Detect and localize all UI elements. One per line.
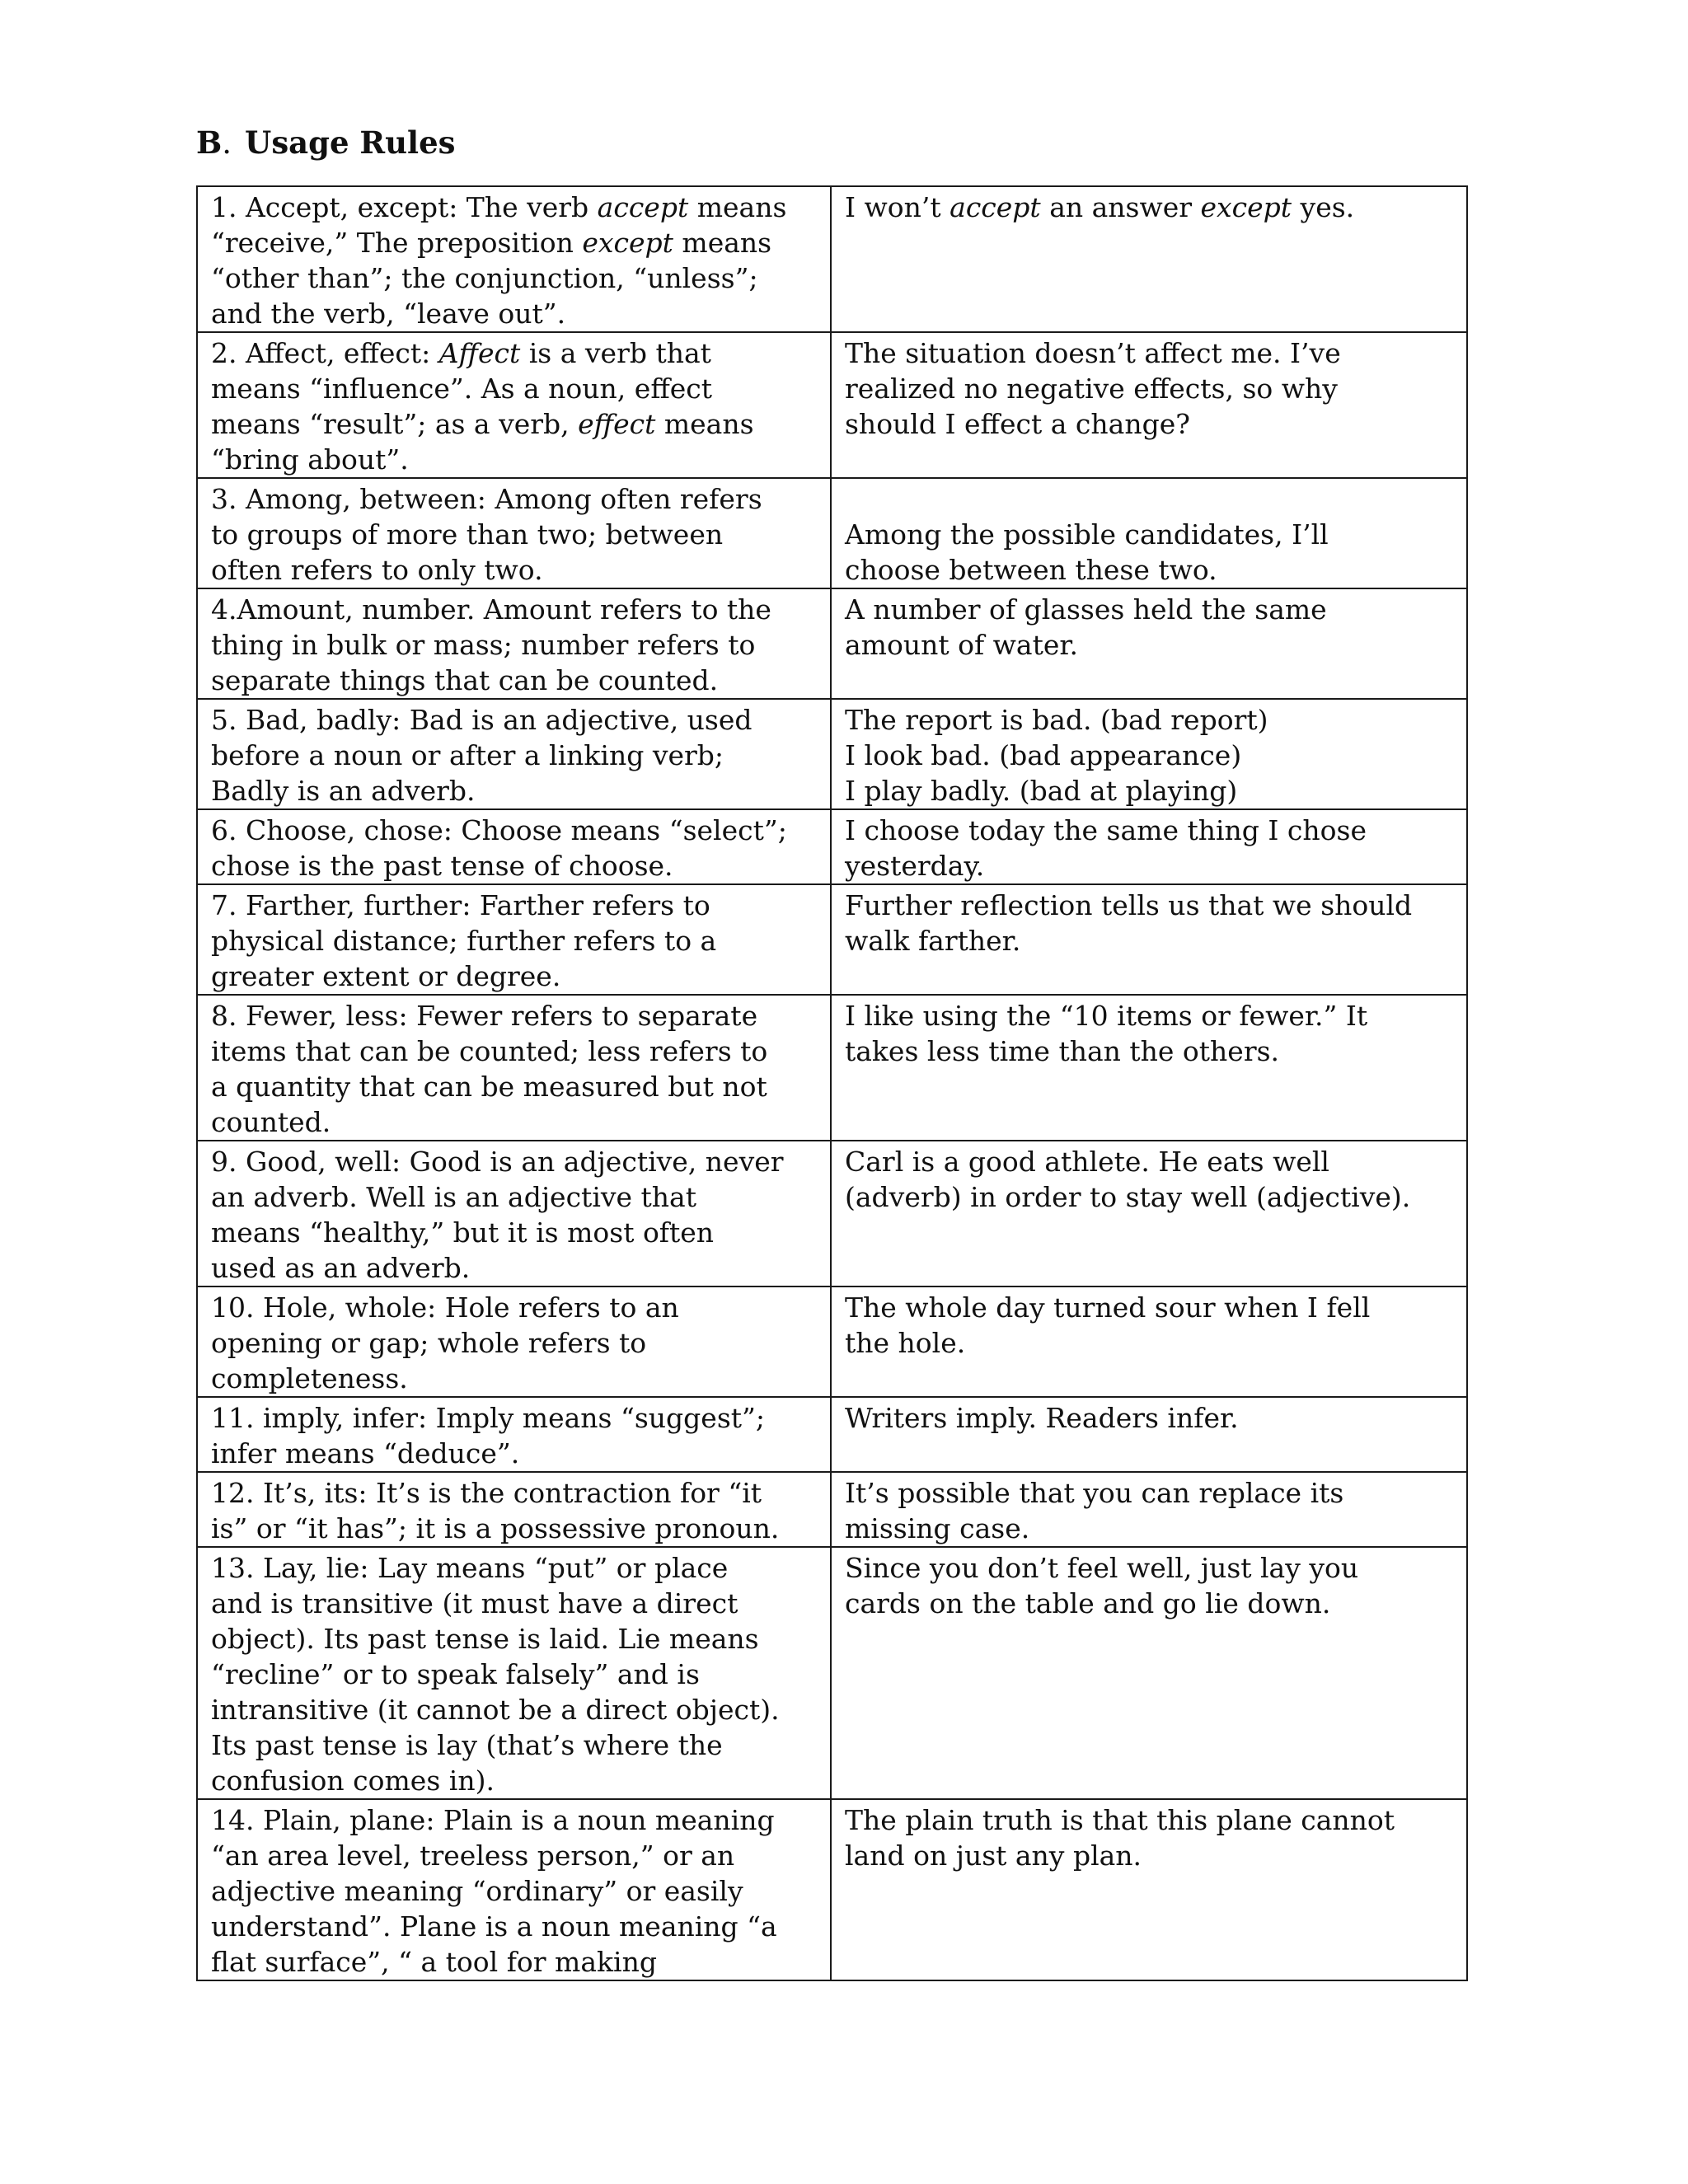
example-text-line bbox=[845, 1400, 1455, 1436]
section-letter-dot: . bbox=[222, 125, 232, 161]
example-text-line bbox=[845, 923, 1455, 958]
rule-text-line bbox=[211, 998, 818, 1033]
rule-text-line bbox=[211, 888, 818, 923]
rule-text-line bbox=[211, 1909, 818, 1944]
text-segment: thing in bulk or mass; number refers to bbox=[211, 629, 756, 661]
rule-text-line bbox=[211, 1290, 818, 1325]
text-segment: Carl is a good athlete. He eats well bbox=[845, 1146, 1329, 1178]
example-text-line bbox=[845, 1802, 1455, 1838]
text-segment: 1. Accept, except: The verb bbox=[211, 191, 598, 223]
text-segment: Since you don’t feel well, just lay you bbox=[845, 1552, 1359, 1584]
text-segment: The situation doesn’t affect me. I’ve bbox=[845, 337, 1341, 369]
rule-text-line bbox=[211, 1436, 818, 1471]
text-segment: missing case. bbox=[845, 1512, 1030, 1544]
text-segment: “other than”; the conjunction, “unless”; bbox=[211, 262, 758, 294]
rule-cell bbox=[197, 699, 831, 809]
text-segment: 3. Among, between: Among often refers bbox=[211, 483, 762, 515]
rule-text-line bbox=[211, 592, 818, 627]
text-segment: amount of water. bbox=[845, 629, 1079, 661]
example-text-line bbox=[845, 1290, 1455, 1325]
italic-term: except bbox=[1200, 191, 1292, 223]
example-cell bbox=[831, 809, 1467, 884]
text-segment: “receive,” The preposition bbox=[211, 227, 583, 259]
rule-cell bbox=[197, 1286, 831, 1397]
text-segment: items that can be counted; less refers to bbox=[211, 1035, 768, 1067]
text-segment: means bbox=[655, 408, 754, 440]
text-segment: I like using the “10 items or fewer.” It bbox=[845, 1000, 1368, 1032]
rule-text-line bbox=[211, 1144, 818, 1179]
rule-text-line bbox=[211, 1179, 818, 1215]
example-cell bbox=[831, 1141, 1467, 1286]
italic-term: Affect bbox=[438, 337, 521, 369]
rule-text-line bbox=[211, 1586, 818, 1621]
text-segment: 7. Farther, further: Farther refers to bbox=[211, 889, 710, 921]
text-segment: an adverb. Well is an adjective that bbox=[211, 1181, 696, 1213]
text-segment: 9. Good, well: Good is an adjective, never bbox=[211, 1146, 784, 1178]
text-segment: 6. Choose, chose: Choose means “select”; bbox=[211, 814, 787, 846]
text-segment: 11. imply, infer: Imply means “suggest”; bbox=[211, 1402, 766, 1434]
text-segment: and is transitive (it must have a direct bbox=[211, 1587, 738, 1619]
table-row bbox=[197, 478, 1467, 588]
text-segment: Its past tense is lay (that’s where the bbox=[211, 1729, 723, 1761]
italic-term: accept bbox=[950, 191, 1041, 223]
example-cell bbox=[831, 332, 1467, 478]
text-segment: greater extent or degree. bbox=[211, 960, 561, 992]
example-text-line bbox=[845, 1325, 1455, 1361]
text-segment: I play badly. (bad at playing) bbox=[845, 775, 1238, 807]
text-segment: separate things that can be counted. bbox=[211, 664, 719, 696]
rule-text-line bbox=[211, 190, 818, 225]
example-cell bbox=[831, 186, 1467, 332]
rule-cell bbox=[197, 1547, 831, 1799]
rule-text-line bbox=[211, 481, 818, 517]
text-segment: means “result”; as a verb, bbox=[211, 408, 579, 440]
example-text-line bbox=[845, 517, 1455, 552]
text-segment: means “influence”. As a noun, effect bbox=[211, 373, 713, 405]
rule-text-line bbox=[211, 848, 818, 883]
text-segment: The plain truth is that this plane cannot bbox=[845, 1804, 1395, 1836]
text-segment: understand”. Plane is a noun meaning “a bbox=[211, 1910, 777, 1943]
table-row bbox=[197, 699, 1467, 809]
rule-text-line bbox=[211, 923, 818, 958]
table-row bbox=[197, 1286, 1467, 1397]
rule-text-line bbox=[211, 627, 818, 663]
text-segment: intransitive (it cannot be a direct object). bbox=[211, 1694, 780, 1726]
example-text-line bbox=[845, 1511, 1455, 1546]
text-segment: 8. Fewer, less: Fewer refers to separate bbox=[211, 1000, 758, 1032]
example-text-line bbox=[845, 1144, 1455, 1179]
text-segment: 13. Lay, lie: Lay means “put” or place bbox=[211, 1552, 729, 1584]
example-text-line bbox=[845, 371, 1455, 406]
example-text-line bbox=[845, 552, 1455, 588]
rule-cell bbox=[197, 884, 831, 995]
rule-cell bbox=[197, 588, 831, 699]
text-segment: 4.Amount, number. Amount refers to the bbox=[211, 593, 771, 626]
rule-text-line bbox=[211, 371, 818, 406]
rule-text-line bbox=[211, 958, 818, 994]
text-segment: object). Its past tense is laid. Lie means bbox=[211, 1623, 759, 1655]
rule-text-line bbox=[211, 773, 818, 808]
text-segment: “bring about”. bbox=[211, 443, 409, 476]
text-segment: It’s possible that you can replace its bbox=[845, 1477, 1344, 1509]
text-segment: I look bad. (bad appearance) bbox=[845, 739, 1242, 771]
text-segment: before a noun or after a linking verb; bbox=[211, 739, 724, 771]
rule-text-line bbox=[211, 1873, 818, 1909]
text-segment: the hole. bbox=[845, 1327, 966, 1359]
rule-cell bbox=[197, 186, 831, 332]
table-row bbox=[197, 1799, 1467, 1980]
rule-text-line bbox=[211, 1033, 818, 1069]
table-row bbox=[197, 1547, 1467, 1799]
rule-text-line bbox=[211, 1944, 818, 1980]
text-segment: A number of glasses held the same bbox=[845, 593, 1327, 626]
example-text-line bbox=[845, 998, 1455, 1033]
text-segment: physical distance; further refers to a bbox=[211, 925, 717, 957]
text-segment: Among the possible candidates, I’ll bbox=[845, 518, 1329, 551]
text-segment: realized no negative effects, so why bbox=[845, 373, 1338, 405]
rule-text-line bbox=[211, 1621, 818, 1657]
text-segment: flat surface”, “ a tool for making bbox=[211, 1946, 657, 1978]
example-text-line bbox=[845, 702, 1455, 738]
example-cell bbox=[831, 884, 1467, 995]
rule-text-line bbox=[211, 1475, 818, 1511]
text-segment: cards on the table and go lie down. bbox=[845, 1587, 1331, 1619]
rule-text-line bbox=[211, 1325, 818, 1361]
example-text-line bbox=[845, 335, 1455, 371]
rule-text-line bbox=[211, 1511, 818, 1546]
example-text-line bbox=[845, 190, 1455, 225]
table-row bbox=[197, 588, 1467, 699]
rule-cell bbox=[197, 995, 831, 1141]
rule-text-line bbox=[211, 442, 818, 477]
example-text-line bbox=[845, 848, 1455, 883]
rule-text-line bbox=[211, 1250, 818, 1286]
rule-text-line bbox=[211, 552, 818, 588]
text-segment: means “healthy,” but it is most often bbox=[211, 1216, 715, 1249]
table-row bbox=[197, 809, 1467, 884]
text-segment: is a verb that bbox=[520, 337, 711, 369]
text-segment: The whole day turned sour when I fell bbox=[845, 1291, 1371, 1324]
italic-term: except bbox=[582, 227, 673, 259]
text-segment: to groups of more than two; between bbox=[211, 518, 724, 551]
rule-cell bbox=[197, 332, 831, 478]
rule-text-line bbox=[211, 813, 818, 848]
rule-text-line bbox=[211, 1215, 818, 1250]
example-text-line bbox=[845, 406, 1455, 442]
section-letter: B bbox=[196, 124, 223, 161]
example-text-line bbox=[845, 1550, 1455, 1586]
blank-line bbox=[845, 481, 1455, 517]
text-segment: takes less time than the others. bbox=[845, 1035, 1280, 1067]
text-segment: is” or “it has”; it is a possessive pronoun. bbox=[211, 1512, 780, 1544]
rule-text-line bbox=[211, 1400, 818, 1436]
text-segment: often refers to only two. bbox=[211, 554, 543, 586]
rule-text-line bbox=[211, 1692, 818, 1727]
example-cell bbox=[831, 1547, 1467, 1799]
text-segment: means bbox=[673, 227, 772, 259]
text-segment: “an area level, treeless person,” or an bbox=[211, 1840, 735, 1872]
example-text-line bbox=[845, 813, 1455, 848]
rule-text-line bbox=[211, 663, 818, 698]
text-segment: I choose today the same thing I chose bbox=[845, 814, 1367, 846]
rule-text-line bbox=[211, 1550, 818, 1586]
rule-cell bbox=[197, 1472, 831, 1547]
rule-text-line bbox=[211, 1763, 818, 1798]
example-text-line bbox=[845, 1179, 1455, 1215]
text-segment: 5. Bad, badly: Bad is an adjective, used bbox=[211, 704, 753, 736]
example-text-line bbox=[845, 773, 1455, 808]
text-segment: land on just any plan. bbox=[845, 1840, 1142, 1872]
rule-text-line bbox=[211, 260, 818, 296]
text-segment: Further reflection tells us that we should bbox=[845, 889, 1413, 921]
text-segment: 14. Plain, plane: Plain is a noun meaning bbox=[211, 1804, 775, 1836]
section-title: Usage Rules bbox=[245, 124, 456, 161]
text-segment: 12. It’s, its: It’s is the contraction for “it bbox=[211, 1477, 762, 1509]
text-segment: should I effect a change? bbox=[845, 408, 1190, 440]
rule-text-line bbox=[211, 1802, 818, 1838]
example-cell bbox=[831, 699, 1467, 809]
rule-text-line bbox=[211, 1361, 818, 1396]
text-segment: confusion comes in). bbox=[211, 1765, 495, 1797]
example-text-line bbox=[845, 1475, 1455, 1511]
rule-text-line bbox=[211, 1104, 818, 1140]
text-segment: infer means “deduce”. bbox=[211, 1437, 520, 1469]
usage-rules-table bbox=[196, 185, 1468, 1981]
example-cell bbox=[831, 588, 1467, 699]
italic-term: effect bbox=[578, 408, 656, 440]
rule-text-line bbox=[211, 1727, 818, 1763]
text-segment: (adverb) in order to stay well (adjective). bbox=[845, 1181, 1411, 1213]
table-row bbox=[197, 995, 1467, 1141]
text-segment: adjective meaning “ordinary” or easily bbox=[211, 1875, 743, 1907]
example-text-line bbox=[845, 1586, 1455, 1621]
text-segment: 10. Hole, whole: Hole refers to an bbox=[211, 1291, 679, 1324]
text-segment: chose is the past tense of choose. bbox=[211, 850, 673, 882]
text-segment: I won’t bbox=[845, 191, 950, 223]
example-cell bbox=[831, 1472, 1467, 1547]
text-segment: yesterday. bbox=[845, 850, 985, 882]
text-segment: used as an adverb. bbox=[211, 1252, 471, 1284]
rule-text-line bbox=[211, 738, 818, 773]
example-text-line bbox=[845, 738, 1455, 773]
usage-rules-table-body bbox=[197, 186, 1467, 1980]
example-text-line bbox=[845, 1838, 1455, 1873]
section-heading bbox=[196, 124, 456, 162]
text-segment: choose between these two. bbox=[845, 554, 1217, 586]
text-segment: 2. Affect, effect: bbox=[211, 337, 439, 369]
rule-cell bbox=[197, 1141, 831, 1286]
example-cell bbox=[831, 1799, 1467, 1980]
text-segment: The report is bad. (bad report) bbox=[845, 704, 1268, 736]
table-row bbox=[197, 884, 1467, 995]
text-segment: completeness. bbox=[211, 1362, 408, 1394]
rule-cell bbox=[197, 478, 831, 588]
rule-cell bbox=[197, 1799, 831, 1980]
text-segment: yes. bbox=[1292, 191, 1355, 223]
rule-text-line bbox=[211, 517, 818, 552]
rule-text-line bbox=[211, 1838, 818, 1873]
table-row bbox=[197, 1141, 1467, 1286]
rule-cell bbox=[197, 809, 831, 884]
rule-text-line bbox=[211, 1657, 818, 1692]
rule-text-line bbox=[211, 225, 818, 260]
rule-text-line bbox=[211, 406, 818, 442]
table-row bbox=[197, 186, 1467, 332]
text-segment: and the verb, “leave out”. bbox=[211, 298, 566, 330]
example-cell bbox=[831, 478, 1467, 588]
table-row bbox=[197, 1472, 1467, 1547]
example-text-line bbox=[845, 627, 1455, 663]
text-segment: walk farther. bbox=[845, 925, 1021, 957]
example-cell bbox=[831, 1397, 1467, 1472]
rule-text-line bbox=[211, 296, 818, 331]
text-segment: Badly is an adverb. bbox=[211, 775, 476, 807]
example-text-line bbox=[845, 592, 1455, 627]
example-cell bbox=[831, 1286, 1467, 1397]
example-text-line bbox=[845, 1033, 1455, 1069]
text-segment: means bbox=[688, 191, 787, 223]
rule-text-line bbox=[211, 1069, 818, 1104]
text-segment: Writers imply. Readers infer. bbox=[845, 1402, 1239, 1434]
text-segment: counted. bbox=[211, 1106, 331, 1138]
italic-term: accept bbox=[597, 191, 689, 223]
table-row bbox=[197, 1397, 1467, 1472]
rule-text-line bbox=[211, 702, 818, 738]
example-cell bbox=[831, 995, 1467, 1141]
table-row bbox=[197, 332, 1467, 478]
rule-text-line bbox=[211, 335, 818, 371]
text-segment: opening or gap; whole refers to bbox=[211, 1327, 647, 1359]
rule-cell bbox=[197, 1397, 831, 1472]
example-text-line bbox=[845, 888, 1455, 923]
text-segment: an answer bbox=[1040, 191, 1201, 223]
text-segment: a quantity that can be measured but not bbox=[211, 1071, 767, 1103]
text-segment: “recline” or to speak falsely” and is bbox=[211, 1658, 700, 1690]
